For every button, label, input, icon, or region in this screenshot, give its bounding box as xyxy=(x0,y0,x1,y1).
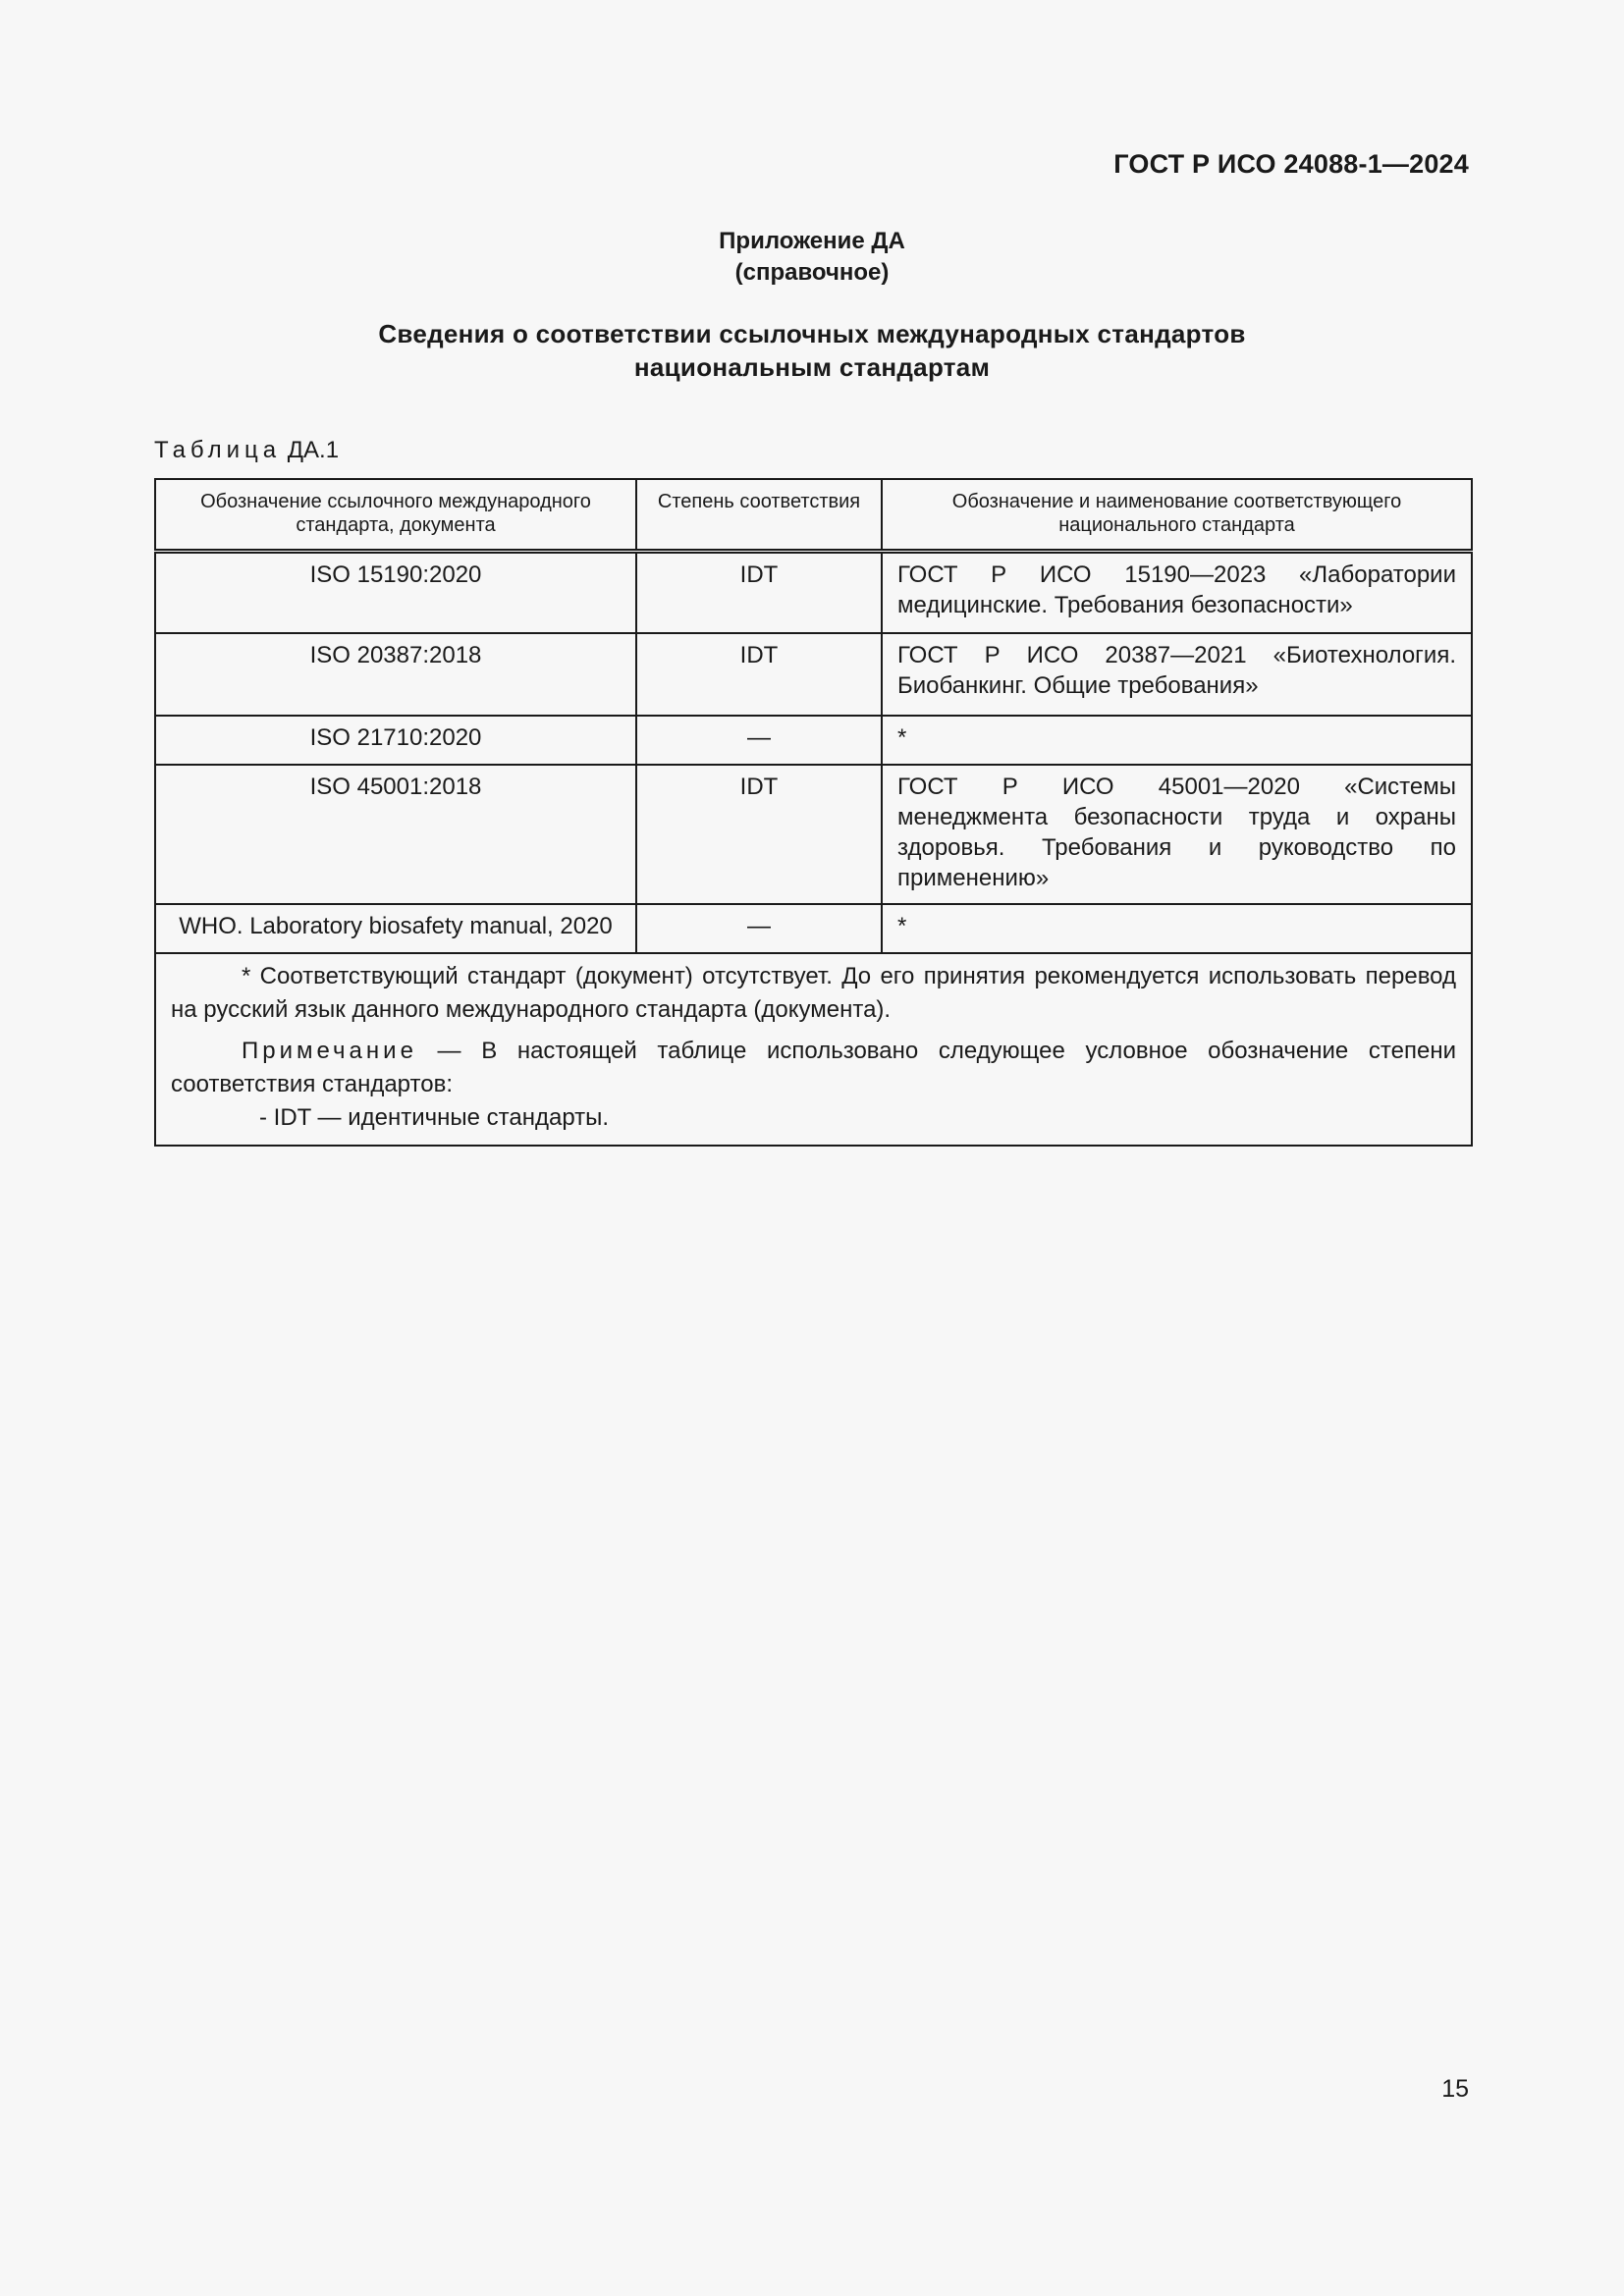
table-header-row xyxy=(155,479,1472,552)
note-label: Примечание xyxy=(242,1038,417,1064)
cell-degree: — xyxy=(636,904,882,953)
cell-degree: IDT xyxy=(636,552,882,634)
correspondence-table xyxy=(154,478,1473,1147)
cell-national: ГОСТ Р ИСО 20387—2021 «Биотехнология. Биобанкинг. Общие требования» xyxy=(882,633,1472,716)
table-caption xyxy=(154,437,339,464)
table-row xyxy=(155,633,1472,716)
cell-degree: IDT xyxy=(636,633,882,716)
cell-national: ГОСТ Р ИСО 45001—2020 «Системы менеджмента безопасности труда и охраны здоровья. Требования и руководство по применению» xyxy=(882,765,1472,904)
table-caption-number: ДА.1 xyxy=(287,437,340,463)
page-number: 15 xyxy=(1441,2075,1469,2103)
table-row xyxy=(155,716,1472,765)
appendix-heading xyxy=(0,226,1624,289)
table-footnote-row xyxy=(155,953,1472,1146)
cell-reference: ISO 20387:2018 xyxy=(155,633,636,716)
cell-reference: ISO 45001:2018 xyxy=(155,765,636,904)
header-reference-standard: Обозначение ссылочного международного стандарта, документа xyxy=(155,479,636,552)
cell-reference: ISO 15190:2020 xyxy=(155,552,636,634)
cell-degree: — xyxy=(636,716,882,765)
appendix-title: Приложение ДА xyxy=(719,228,905,254)
header-national-standard: Обозначение и наименование соответствующего национального стандарта xyxy=(882,479,1472,552)
cell-national: * xyxy=(882,904,1472,953)
table-caption-label: Таблица xyxy=(154,437,282,463)
footnote-text: * Соответствующий стандарт (документ) отсутствует. До его принятия рекомендуется использовать перевод на русский язык данного международного стандарта (документа). xyxy=(171,963,1456,1023)
footnote-cell xyxy=(155,953,1472,1146)
cell-degree: IDT xyxy=(636,765,882,904)
header-degree: Степень соответствия xyxy=(636,479,882,552)
note-text: — В настоящей таблице использовано следующее условное обозначение степени соответствия стандартов: xyxy=(171,1038,1456,1097)
document-code: ГОСТ Р ИСО 24088-1—2024 xyxy=(1113,149,1469,179)
cell-national: * xyxy=(882,716,1472,765)
section-title xyxy=(0,317,1624,384)
section-title-line-2: национальным стандартам xyxy=(633,352,991,382)
table-row xyxy=(155,552,1472,634)
note-paragraph xyxy=(171,1035,1456,1101)
cell-reference: WHO. Laboratory biosafety manual, 2020 xyxy=(155,904,636,953)
cell-reference: ISO 21710:2020 xyxy=(155,716,636,765)
table-row xyxy=(155,904,1472,953)
section-title-line-1: Сведения о соответствии ссылочных международных стандартов xyxy=(378,319,1246,348)
table-row xyxy=(155,765,1472,904)
note-list-item: - IDT — идентичные стандарты. xyxy=(259,1104,610,1131)
appendix-subtitle: (справочное) xyxy=(734,259,890,286)
cell-national: ГОСТ Р ИСО 15190—2023 «Лаборатории медицинские. Требования безопасности» xyxy=(882,552,1472,634)
